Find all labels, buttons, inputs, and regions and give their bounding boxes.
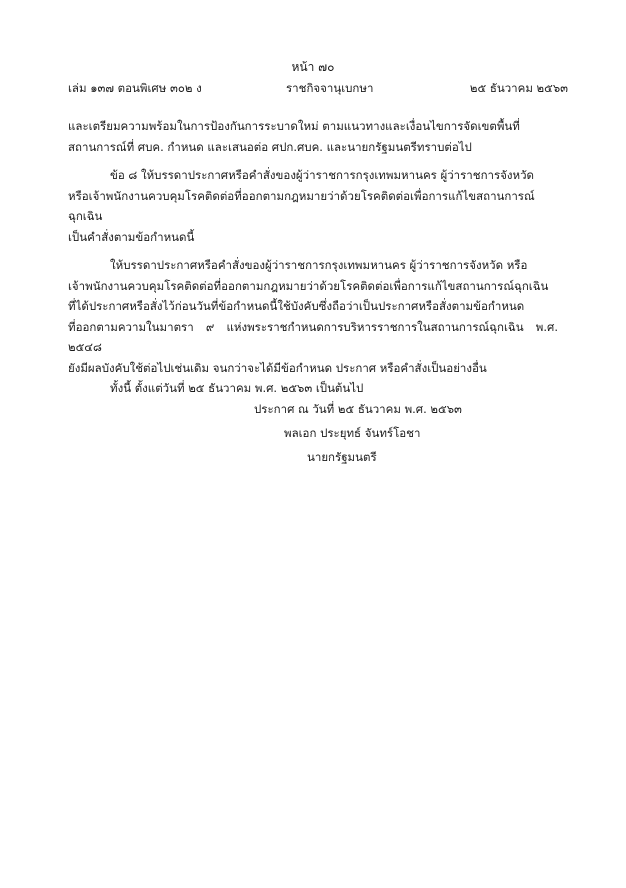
body-line: เจ้าพนักงานควบคุมโรคติดต่อที่ออกตามกฎหมายว่าด้วยโรคติดต่อเพื่อการแก้ไขสถานการณ์ฉุกเฉิน	[68, 278, 549, 293]
signatory-position: นายกรัฐมนตรี	[307, 450, 377, 464]
body-line: หรือเจ้าพนักงานควบคุมโรคติดต่อที่ออกตามกฎหมายว่าด้วยโรคติดต่อเพื่อการแก้ไขสถานการณ์ฉุกเฉิน	[68, 188, 535, 223]
gazette-name: ราชกิจจานุเบกษา	[286, 81, 374, 95]
volume-issue: เล่ม ๑๓๗ ตอนพิเศษ ๓๐๒ ง	[68, 81, 202, 95]
body-line: ยังมีผลบังคับใช้ต่อไปเช่นเดิม จนกว่าจะได้มีข้อกำหนด ประกาศ หรือคำสั่งเป็นอย่างอื่น	[68, 360, 487, 375]
document-body	[68, 116, 558, 399]
body-line: ทั้งนี้ ตั้งแต่วันที่ ๒๕ ธันวาคม พ.ศ. ๒๕๖๓ เป็นต้นไป	[110, 381, 364, 395]
body-line: ที่ออกตามความในมาตรา ๙ แห่งพระราชกำหนดการบริหารราชการในสถานการณ์ฉุกเฉิน พ.ศ. ๒๕๔๘	[68, 319, 558, 354]
header-date: ๒๕ ธันวาคม ๒๕๖๓	[469, 81, 568, 95]
body-line: ข้อ ๘ ให้บรรดาประกาศหรือคำสั่งของผู้ว่าราชการกรุงเทพมหานคร ผู้ว่าราชการจังหวัด	[110, 168, 535, 182]
body-line: ให้บรรดาประกาศหรือคำสั่งของผู้ว่าราชการกรุงเทพมหานคร ผู้ว่าราชการจังหวัด หรือ	[110, 258, 528, 272]
body-line: และเตรียมความพร้อมในการป้องกันการระบาดใหม่ ตามแนวทางและเงื่อนไขการจัดเขตพื้นที่	[68, 119, 520, 133]
body-line: ที่ได้ประกาศหรือสั่งไว้ก่อนวันที่ข้อกำหนดนี้ใช้บังคับซึ่งถือว่าเป็นประกาศหรือสั่งตามข้อกำหนด	[68, 299, 525, 313]
gazette-header	[68, 80, 568, 96]
announcement-date: ประกาศ ณ วันที่ ๒๕ ธันวาคม พ.ศ. ๒๕๖๓	[254, 402, 462, 416]
body-line: เป็นคำสั่งตามข้อกำหนดนี้	[68, 229, 195, 244]
body-line: สถานการณ์ที่ ศบค. กำหนด และเสนอต่อ ศปก.ศบค. และนายกรัฐมนตรีทราบต่อไป	[68, 139, 472, 154]
page-number: หน้า ๗๐	[291, 60, 335, 74]
signatory-name: พลเอก ประยุทธ์ จันทร์โอชา	[284, 426, 421, 440]
